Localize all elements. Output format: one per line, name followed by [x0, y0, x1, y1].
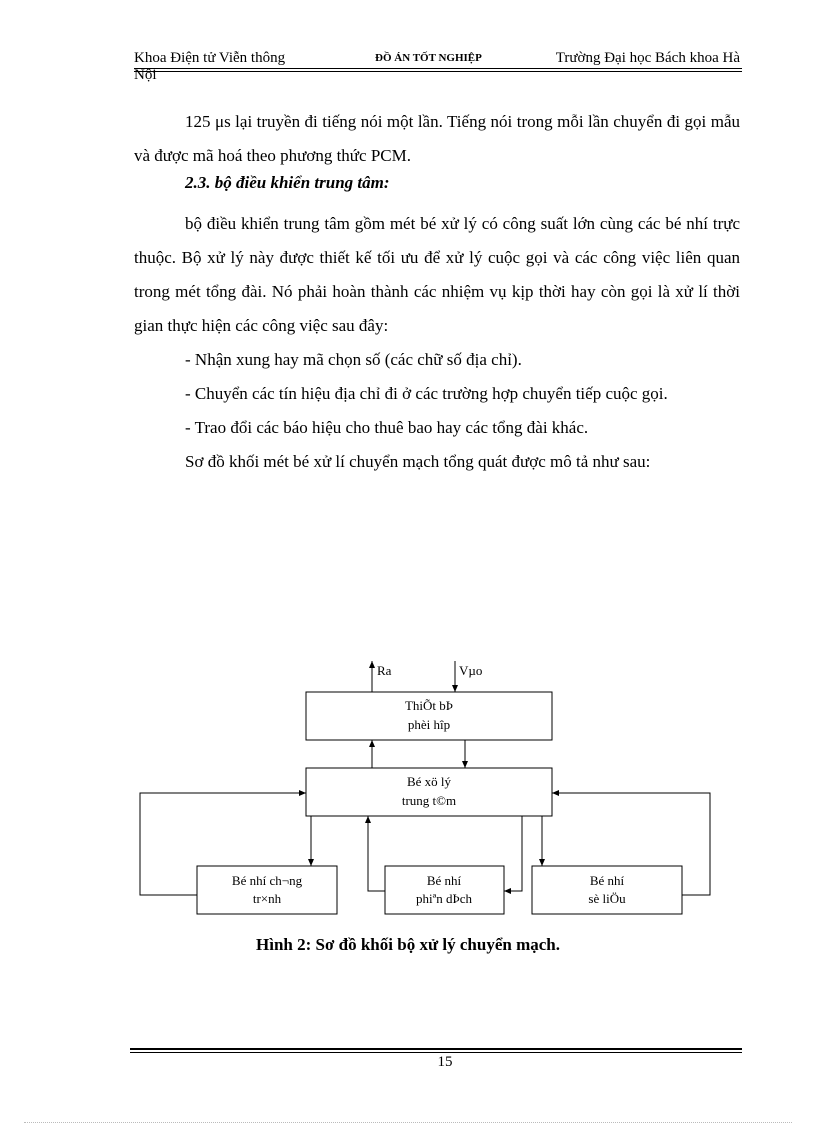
header-title: ĐỒ ÁN TỐT NGHIỆP [375, 52, 482, 64]
output-label: Ra [377, 663, 392, 678]
page-number: 15 [437, 1054, 453, 1070]
figure-caption: Hình 2: Sơ đồ khối bộ xử lý chuyển mạch. [256, 935, 560, 954]
header-faculty: Khoa Điện tử Viễn thông [134, 50, 286, 66]
section-heading: 2.3. bộ điều khiển trung tâm: [185, 173, 390, 192]
bullet-item: - Chuyển các tín hiệu địa chỉ đi ở các trường hợp chuyển tiếp cuộc gọi. [185, 384, 668, 403]
cpu-label-line2: trung t©m [401, 793, 457, 808]
interface-label-line2: phèi hîp [407, 717, 451, 732]
paragraph-description: bộ điều khiển trung tâm gồm mét bé xử lý có công suất lớn cùng các bé nhí trực thuộc. Bộ xử lý này được thiết kế tối ưu để xử lý cuộc gọi và các công việc liên quan trong mét tổng đài. Nó phải hoàn thành các nhiệm vụ kịp thời hay còn gọi là xử lí thời gian thực hiện các công việc sau đây: [134, 214, 740, 335]
cpu-to-translation-arrow [504, 816, 522, 891]
translation-to-cpu-arrow [368, 816, 385, 891]
paragraph-diagram-intro: Sơ đồ khối mét bé xử lí chuyển mạch tổng quát được mô tả như sau: [185, 452, 651, 471]
footer-rule [130, 1048, 742, 1050]
bullet-item: - Nhận xung hay mã chọn số (các chữ số địa chỉ). [185, 350, 522, 369]
data-memory-label-line1: Bé nhí [589, 873, 625, 888]
footer-rule-second [130, 1052, 742, 1053]
program-memory-label-line2: tr×nh [252, 891, 282, 906]
cpu-label-line1: Bé xö lý [406, 774, 452, 789]
header-university: Trường Đại học Bách khoa Hà [555, 50, 740, 66]
program-memory-label-line1: Bé nhí ch¬ng [231, 873, 303, 888]
input-label: Vµo [459, 663, 483, 678]
bullet-item: - Trao đổi các báo hiệu cho thuê bao hay các tổng đài khác. [185, 418, 589, 437]
paragraph-intro: 125 μs lại truyền đi tiếng nói một lần. Tiếng nói trong mỗi lần chuyển đi gọi mẫu và được mã hoá theo phương thức PCM. [134, 112, 740, 165]
translation-memory-label-line2: phiªn dÞch [416, 891, 472, 906]
interface-label-line1: ThiÕt bÞ [404, 698, 454, 713]
translation-memory-label-line1: Bé nhí [426, 873, 462, 888]
header-university-wrap: Nội [134, 67, 157, 83]
data-memory-label-line2: sè liÖu [588, 891, 626, 906]
